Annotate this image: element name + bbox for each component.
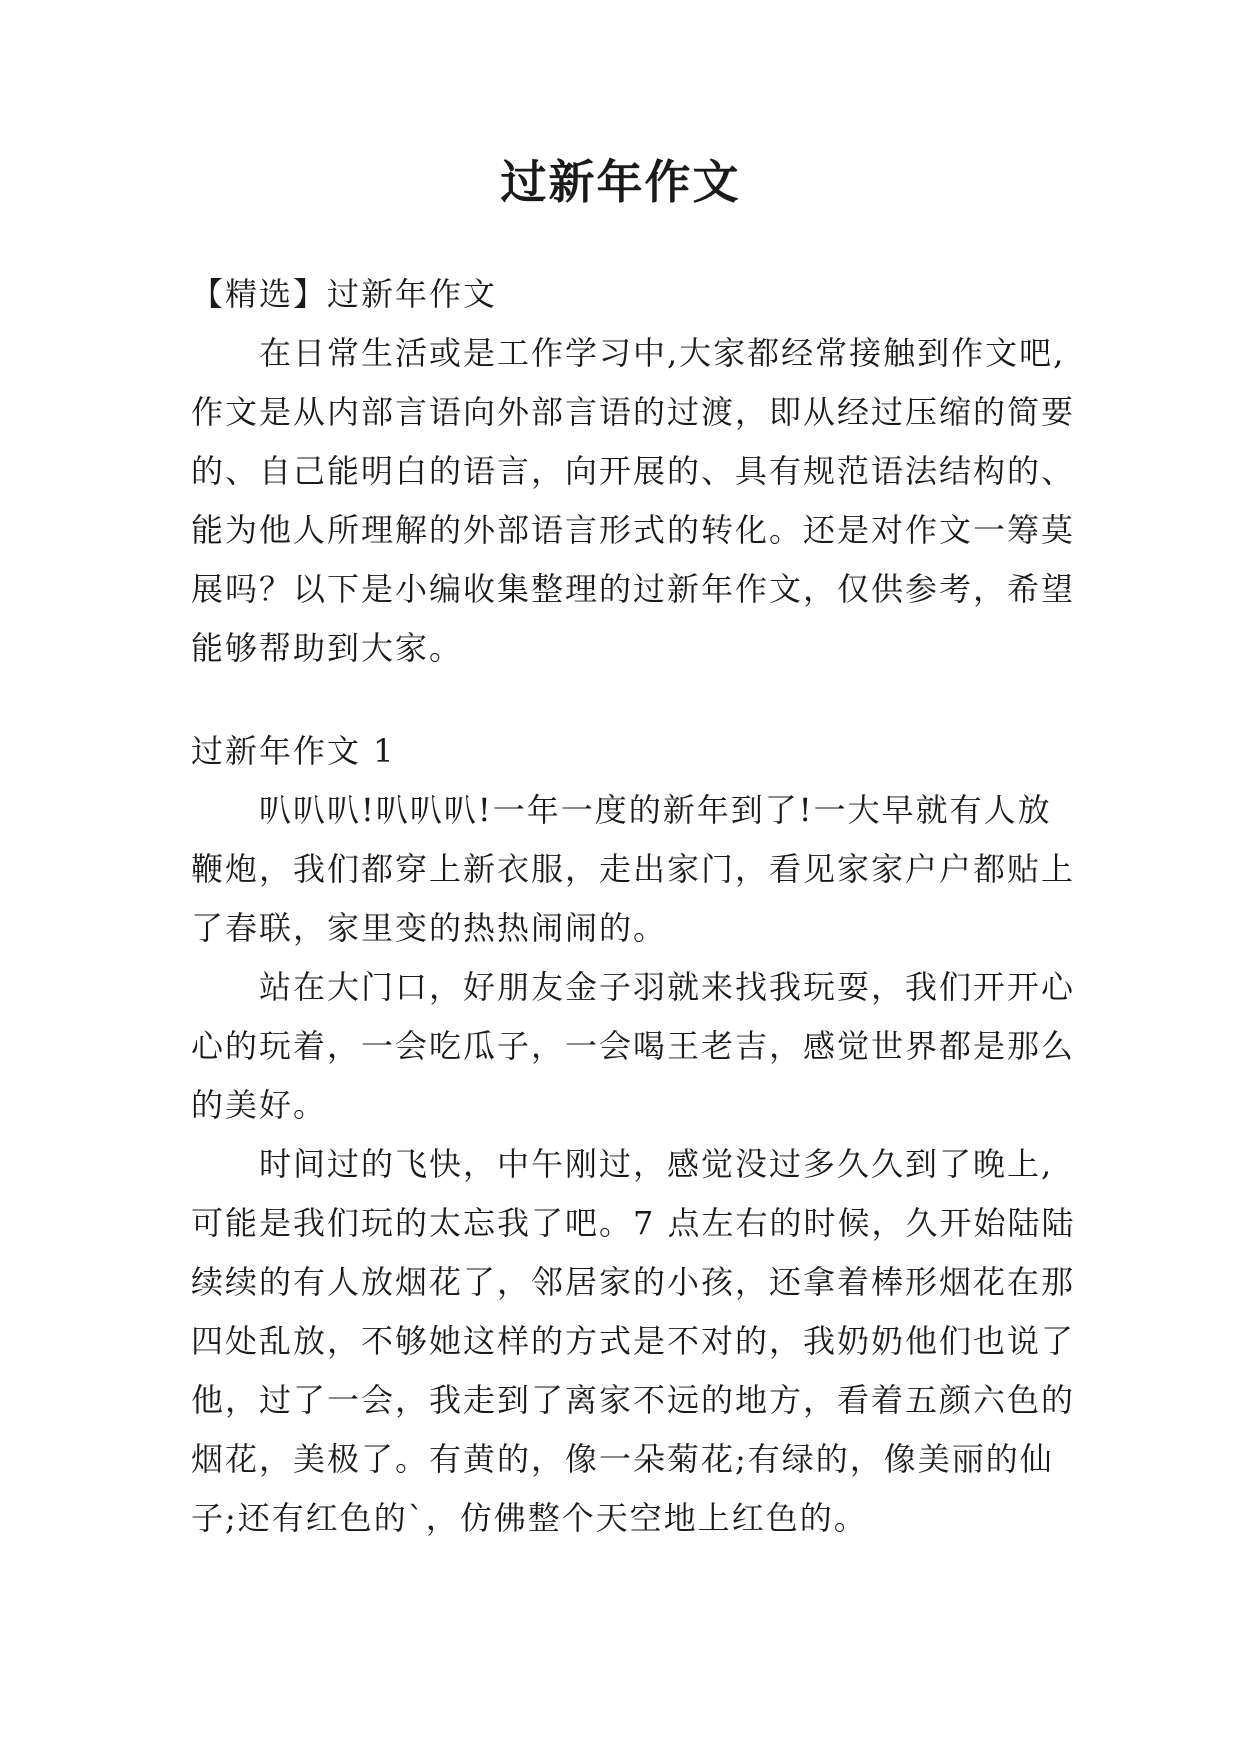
- intro-line: 在日常生活或是工作学习中,大家都经常接触到作文吧,: [259, 334, 1066, 372]
- essay-section: [191, 722, 1076, 1548]
- intro-section: [191, 265, 1076, 678]
- paragraph-line: 可能是我们玩的太忘我了吧。7 点左右的时候，久开始陆陆: [191, 1204, 1076, 1242]
- paragraph-line: 的美好。: [191, 1086, 328, 1124]
- intro-heading: 【精选】过新年作文: [191, 275, 498, 313]
- intro-line: 能够帮助到大家。: [191, 629, 464, 667]
- paragraph-line: 时间过的飞快，中午刚过，感觉没过多久久到了晚上,: [259, 1145, 1054, 1183]
- paragraph-line: 心的玩着，一会吃瓜子，一会喝王老吉，感觉世界都是那么: [191, 1027, 1076, 1065]
- paragraph-line: 他，过了一会，我走到了离家不远的地方，看着五颜六色的: [191, 1381, 1076, 1419]
- intro-line: 的、自己能明白的语言，向开展的、具有规范语法结构的、: [191, 452, 1076, 490]
- intro-line: 能为他人所理解的外部语言形式的转化。还是对作文一筹莫: [191, 511, 1076, 549]
- paragraph-line: 鞭炮，我们都穿上新衣服，走出家门，看见家家户户都贴上: [191, 850, 1076, 888]
- intro-line: 作文是从内部言语向外部言语的过渡，即从经过压缩的简要: [191, 393, 1076, 431]
- paragraph-line: 子;还有红色的`，仿佛整个天空地上红色的。: [191, 1499, 868, 1537]
- paragraph-line: 站在大门口，好朋友金子羽就来找我玩耍，我们开开心: [259, 968, 1076, 1006]
- intro-line: 展吗？以下是小编收集整理的过新年作文，仅供参考，希望: [191, 570, 1076, 608]
- paragraph-line: 烟花，美极了。有黄的，像一朵菊花;有绿的，像美丽的仙: [191, 1440, 1054, 1478]
- paragraph-line: 续续的有人放烟花了，邻居家的小孩，还拿着棒形烟花在那: [191, 1263, 1076, 1301]
- essay-heading: 过新年作文 1: [191, 732, 396, 770]
- paragraph-line: 了春联，家里变的热热闹闹的。: [191, 909, 668, 947]
- document-title: 过新年作文: [500, 155, 741, 209]
- paragraph-line: 叭叭叭!叭叭叭!一年一度的新年到了!一大早就有人放: [259, 791, 1052, 829]
- paragraph-line: 四处乱放，不够她这样的方式是不对的，我奶奶他们也说了: [191, 1322, 1076, 1360]
